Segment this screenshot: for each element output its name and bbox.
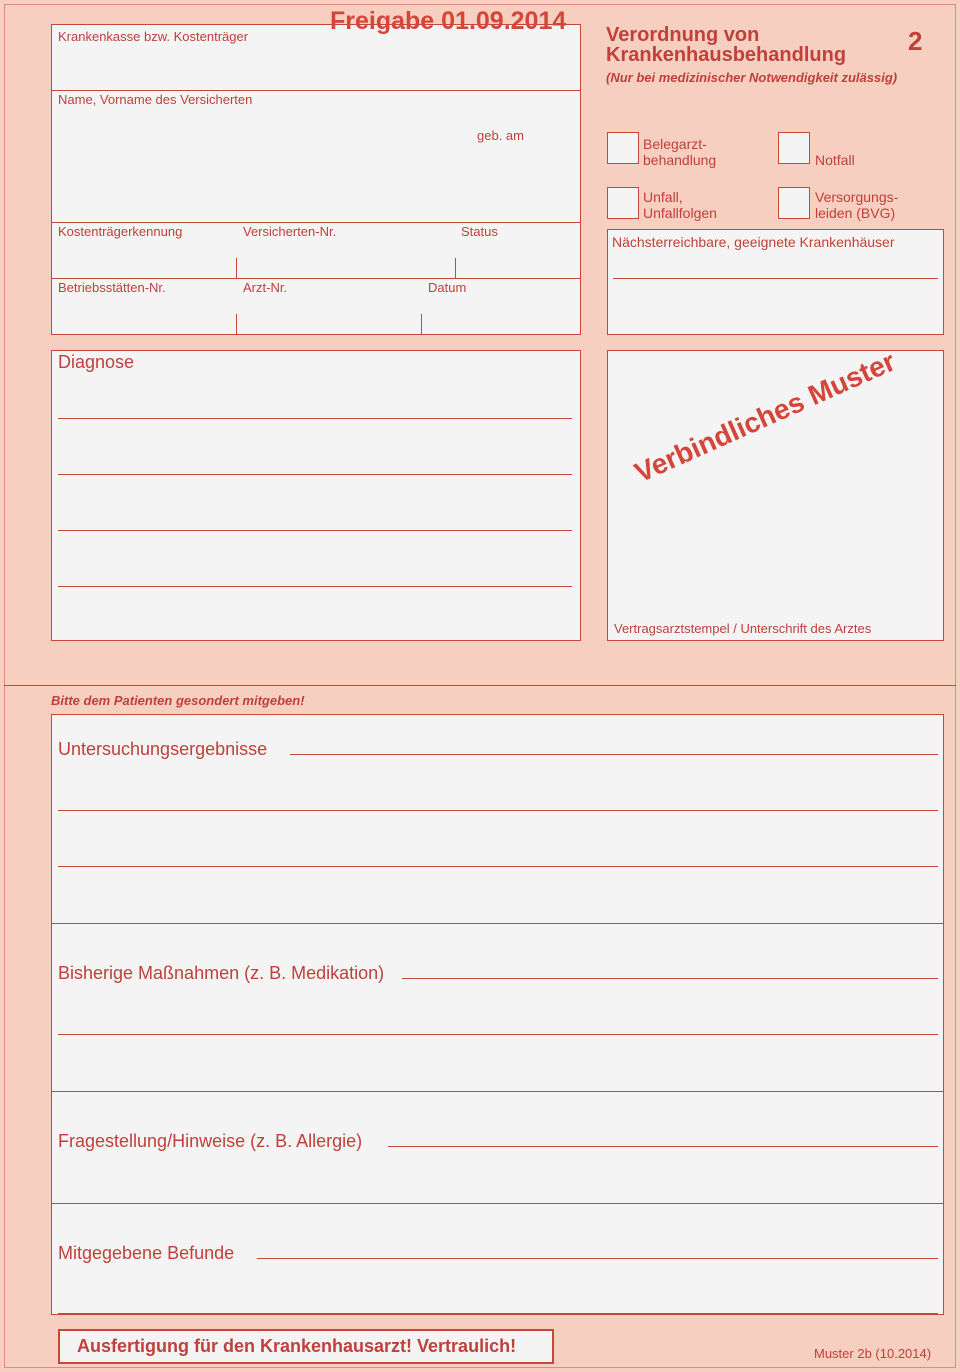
form-title-line2: Krankenhausbehandlung bbox=[606, 44, 847, 66]
measures-line[interactable] bbox=[402, 978, 938, 979]
unfall-checkbox[interactable] bbox=[607, 187, 639, 219]
belegarzt-label-line1: Belegarzt- bbox=[643, 136, 707, 152]
tick bbox=[455, 258, 456, 278]
bvg-checkbox[interactable] bbox=[778, 187, 810, 219]
tick bbox=[421, 314, 422, 334]
hospitals-line bbox=[613, 278, 938, 279]
findings-box bbox=[51, 714, 944, 1315]
questions-label: Fragestellung/Hinweise (z. B. Allergie) bbox=[58, 1131, 363, 1151]
belegarzt-checkbox[interactable] bbox=[607, 132, 639, 164]
bvg-label-line2: leiden (BVG) bbox=[815, 205, 896, 221]
diagnosis-line bbox=[58, 418, 572, 419]
diagnosis-label: Diagnose bbox=[58, 352, 135, 372]
divider bbox=[51, 222, 581, 223]
status-label: Status bbox=[461, 224, 498, 239]
diagnosis-line bbox=[58, 586, 572, 587]
form-title-line1: Verordnung von bbox=[606, 24, 760, 46]
form-number: 2 bbox=[908, 26, 923, 56]
form-subtitle: (Nur bei medizinischer Notwendigkeit zulässig) bbox=[606, 70, 898, 85]
doctor-number-label: Arzt-Nr. bbox=[243, 280, 288, 295]
measures-label: Bisherige Maßnahmen (z. B. Medikation) bbox=[58, 963, 385, 983]
release-date-stamp: Freigabe 01.09.2014 bbox=[330, 7, 567, 35]
notfall-label: Notfall bbox=[815, 152, 855, 168]
site-number-label: Betriebsstätten-Nr. bbox=[58, 280, 166, 295]
hospitals-label: Nächsterreichbare, geeignete Krankenhäuser bbox=[612, 234, 895, 250]
divider bbox=[51, 90, 581, 91]
tick bbox=[236, 314, 237, 334]
divider bbox=[51, 278, 581, 279]
insurer-label: Krankenkasse bzw. Kostenträger bbox=[58, 29, 249, 44]
tick bbox=[236, 258, 237, 278]
findings-line[interactable] bbox=[58, 810, 938, 811]
bvg-label-line1: Versorgungs- bbox=[815, 189, 899, 205]
findings-line[interactable] bbox=[290, 754, 938, 755]
separate-note: Bitte dem Patienten gesondert mitgeben! bbox=[51, 693, 305, 708]
dob-label: geb. am bbox=[477, 128, 524, 143]
unfall-label-line2: Unfallfolgen bbox=[643, 205, 717, 221]
enclosed-findings-line[interactable] bbox=[257, 1258, 938, 1259]
stamp-label: Vertragsarztstempel / Unterschrift des Arztes bbox=[614, 621, 872, 636]
carrier-id-label: Kostenträgerkennung bbox=[58, 224, 183, 239]
form-id: Muster 2b (10.2014) bbox=[814, 1346, 932, 1361]
findings-line[interactable] bbox=[58, 866, 938, 867]
measures-line[interactable] bbox=[58, 1034, 938, 1035]
section-separator bbox=[4, 685, 956, 686]
diagnosis-line bbox=[58, 474, 572, 475]
enclosed-findings-label: Mitgegebene Befunde bbox=[58, 1243, 235, 1263]
questions-line[interactable] bbox=[388, 1146, 938, 1147]
diagnosis-line bbox=[58, 530, 572, 531]
diagnosis-box[interactable] bbox=[51, 350, 581, 641]
enclosed-findings-line[interactable] bbox=[58, 1313, 938, 1314]
stamp-box[interactable] bbox=[607, 350, 944, 641]
notfall-checkbox[interactable] bbox=[778, 132, 810, 164]
section-divider bbox=[51, 1091, 944, 1092]
sample-watermark: Verbindliches Muster bbox=[630, 345, 900, 489]
date-label: Datum bbox=[428, 280, 467, 295]
section-divider bbox=[51, 1203, 944, 1204]
confidential-text: Ausfertigung für den Krankenhausarzt! Vertraulich! bbox=[77, 1336, 517, 1356]
insured-name-label: Name, Vorname des Versicherten bbox=[58, 92, 253, 107]
unfall-label-line1: Unfall, bbox=[643, 189, 683, 205]
findings-label: Untersuchungsergebnisse bbox=[58, 739, 268, 759]
insured-number-label: Versicherten-Nr. bbox=[243, 224, 337, 239]
belegarzt-label-line2: behandlung bbox=[643, 152, 717, 168]
section-divider bbox=[51, 923, 944, 924]
